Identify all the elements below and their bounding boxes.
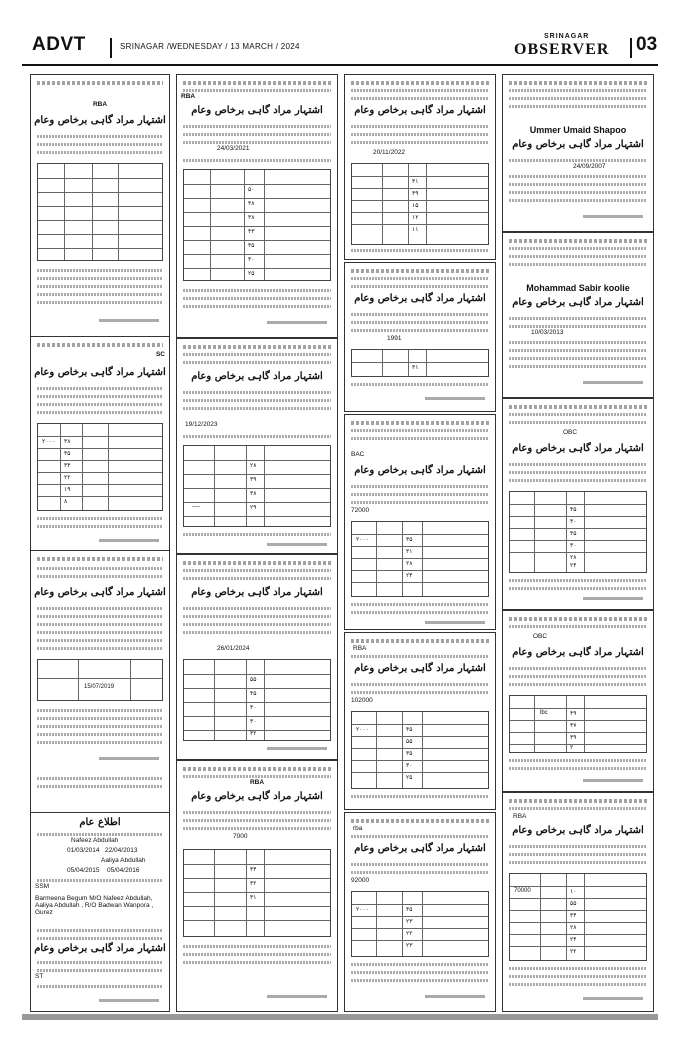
notice-table <box>351 521 489 597</box>
notice-title: اشتہار مراد گاہی برخاص وعام <box>354 293 486 304</box>
table-cell: ۲۵ <box>406 775 413 781</box>
table-cell: ۴۷ <box>570 723 577 729</box>
table-cell: ۴۵ <box>250 691 257 697</box>
table-cell: ۴۰ <box>570 519 577 525</box>
table-cell: ۵۰ <box>248 187 255 193</box>
table-cell: ۵۵ <box>406 739 413 745</box>
table-cell: ۳۵ <box>64 451 71 457</box>
notice-c2-3 <box>176 554 338 760</box>
table-cell: ۳۲ <box>250 731 257 737</box>
date-value: 24/03/2021 <box>217 145 250 152</box>
date-value: 22/04/2013 <box>105 847 138 854</box>
table-cell: ۴۵ <box>406 907 413 913</box>
notice-tag: RBA <box>92 101 108 108</box>
table-cell: ۳۰ <box>250 719 257 725</box>
notice-title: اشتہار مراد گاہی برخاص وعام <box>354 465 486 476</box>
date-value: 26/01/2024 <box>217 645 250 652</box>
table-cell: ۳۱ <box>412 179 419 185</box>
table-cell: ---- <box>192 504 200 510</box>
notice-table <box>351 891 489 957</box>
table-cell: ۳۵ <box>406 537 413 543</box>
table-cell: ۱۵ <box>412 203 419 209</box>
table-cell: ۲۵ <box>248 271 255 277</box>
dateline: SRINAGAR /WEDNESDAY / 13 MARCH / 2024 <box>120 42 300 51</box>
table-cell: ۳۵ <box>406 751 413 757</box>
section-label: ADVT <box>32 34 86 55</box>
table-cell: ۲۰۰۰ <box>356 907 369 913</box>
masthead-divider <box>110 38 112 58</box>
table-cell: ۲۸ <box>570 925 577 931</box>
table-cell: ۲۲ <box>64 475 71 481</box>
notice-table <box>183 169 331 281</box>
table-cell: ۱۱ <box>412 227 419 233</box>
table-cell: ۳۱ <box>412 365 419 371</box>
notice-title: اشتہار مراد گاہی برخاص وعام <box>191 371 323 382</box>
notice-title: اشتہار مراد گاہی برخاص وعام <box>354 843 486 854</box>
table-cell: ۳۴ <box>570 913 577 919</box>
table-cell: ۳۱ <box>250 895 257 901</box>
table-cell: ۴۸ <box>248 201 255 207</box>
person-name: Mohammad Sabir koolie <box>526 283 630 293</box>
notice-tag: SSM <box>35 883 50 890</box>
notice-title: اشتہار مراد گاہی برخاص وعام <box>512 139 644 150</box>
table-cell: ۵۵ <box>250 677 257 683</box>
table-cell: ۳۴ <box>64 463 71 469</box>
notice-title: اشتہار مراد گاہی برخاص وعام <box>34 367 166 378</box>
notice-c3-2 <box>344 262 496 412</box>
notice-title: اشتہار مراد گاہی برخاص وعام <box>191 105 323 116</box>
date-value: 24/09/2007 <box>573 163 606 170</box>
amount-value: 72000 <box>351 507 370 514</box>
notice-title: اشتہار مراد گاہی برخاص وعام <box>191 791 323 802</box>
amount-value: 92000 <box>351 877 370 884</box>
notice-title: اشتہار مراد گاہی برخاص وعام <box>191 587 323 598</box>
amount-value: 102000 <box>351 697 373 704</box>
date-value: 05/04/2015 <box>67 867 100 874</box>
table-cell: ۳۹ <box>570 735 577 741</box>
notice-tag: RBA <box>353 645 367 652</box>
table-cell: ۳۸ <box>64 439 71 445</box>
notice-header: اطلاع عام <box>79 817 121 828</box>
person-name: Ummer Umaid Shapoo <box>529 125 627 135</box>
table-cell: ۵۵ <box>570 901 577 907</box>
table-cell: ۳۹ <box>250 477 257 483</box>
table-cell: ۳۰ <box>248 257 255 263</box>
table-cell: ۲۸ <box>250 463 257 469</box>
notice-title: اشتہار مراد گاہی برخاص وعام <box>34 943 166 954</box>
notice-table <box>183 445 331 527</box>
notice-title: اشتہار مراد گاہی برخاص وعام <box>34 115 166 126</box>
table-cell: ۲۴ <box>570 563 577 569</box>
table-cell: 15/07/2019 <box>84 684 115 690</box>
notice-c4-3 <box>502 398 654 610</box>
table-cell: ۴۹ <box>570 711 577 717</box>
table-cell: ۳۸ <box>250 491 257 497</box>
masthead <box>22 32 658 66</box>
date-value: 10/03/2013 <box>531 329 564 336</box>
notice-c3-4 <box>344 632 496 810</box>
notice-address: Barmeena Begum M/O Nafeez Abdullah, Aaliya Abdullah , R/O Badwan Wanpora , Gurez <box>35 895 154 916</box>
table-cell: ۲۴ <box>406 573 413 579</box>
table-cell: ۱۲ <box>412 215 419 221</box>
notice-heading <box>37 81 163 85</box>
notice-c4-1 <box>502 74 654 232</box>
notice-tag: OBC <box>563 429 578 436</box>
person-name: Nafeez Abdullah <box>71 837 119 844</box>
table-cell: ۳۵ <box>570 531 577 537</box>
table-cell: ۲۹ <box>250 505 257 511</box>
notice-tag: BAC <box>351 451 365 458</box>
footer-rule <box>22 1014 658 1020</box>
table-cell: ۳۴ <box>250 867 257 873</box>
table-cell: ۲۳ <box>406 943 413 949</box>
table-cell: ۱۰ <box>570 889 577 895</box>
table-cell: 70000 <box>514 888 531 894</box>
notice-title: اشتہار مراد گاہی برخاص وعام <box>354 105 486 116</box>
table-cell: ۳۵ <box>248 243 255 249</box>
notice-table <box>509 873 647 961</box>
table-cell: ۳۰ <box>570 543 577 549</box>
table-cell: ۲۲ <box>570 949 577 955</box>
notice-table <box>351 711 489 789</box>
date-value: 20/11/2022 <box>373 149 406 156</box>
notice-tag: SC <box>155 351 165 358</box>
notice-table <box>351 349 489 377</box>
notice-tag: rba <box>353 825 363 832</box>
notice-c4-4 <box>502 610 654 792</box>
table-cell: ۲۸ <box>570 555 577 561</box>
notice-tag: RBA <box>249 779 265 786</box>
notice-tag: OBC <box>533 633 548 640</box>
table-cell: ۳۰ <box>406 763 413 769</box>
table-cell: ۲۰۰۰ <box>42 439 55 445</box>
date-value: 1991 <box>387 335 402 342</box>
brand-city: SRINAGAR <box>544 33 590 40</box>
table-cell: ۱۹ <box>64 487 71 493</box>
notice-tag: RBA <box>513 813 527 820</box>
notice-table <box>183 849 331 937</box>
notice-table <box>37 659 163 701</box>
notice-c1-1 <box>30 74 170 338</box>
masthead-divider <box>630 38 632 58</box>
page-number: 03 <box>636 34 658 55</box>
notice-title: اشتہار مراد گاہی برخاص وعام <box>354 663 486 674</box>
notice-title: اشتہار مراد گاہی برخاص وعام <box>512 825 644 836</box>
notice-title: اشتہار مراد گاہی برخاص وعام <box>34 587 166 598</box>
table-cell: ۸ <box>64 499 68 505</box>
notice-table <box>509 695 647 753</box>
table-cell: ۲۸ <box>406 561 413 567</box>
table-cell: ۳۱ <box>406 549 413 555</box>
notice-c2-4 <box>176 760 338 1012</box>
notice-table <box>509 491 647 573</box>
table-cell: ۲۴ <box>570 937 577 943</box>
notice-table <box>37 423 163 511</box>
notice-c4-2 <box>502 232 654 398</box>
table-cell: ۴۳ <box>248 229 255 235</box>
notice-c2-1 <box>176 74 338 338</box>
notice-c1-3 <box>30 550 170 814</box>
notice-c3-3 <box>344 414 496 630</box>
table-cell: ۳۹ <box>412 191 419 197</box>
date-value: 01/03/2014 <box>67 847 100 854</box>
notice-c1-4 <box>30 812 170 1012</box>
notice-c2-2 <box>176 338 338 554</box>
table-cell: ۲۰۰۰ <box>356 727 369 733</box>
notice-table <box>351 163 489 245</box>
notice-table <box>37 163 163 261</box>
notice-title: اشتہار مراد گاہی برخاص وعام <box>512 443 644 454</box>
table-cell: ۳۸ <box>248 215 255 221</box>
notice-title: اشتہار مراد گاہی برخاص وعام <box>512 647 644 658</box>
notice-tag: RBA <box>181 93 196 100</box>
table-cell: ۴۰ <box>250 705 257 711</box>
table-cell: ۲۳ <box>406 919 413 925</box>
table-cell: ۴۵ <box>406 727 413 733</box>
table-cell: ۳۲ <box>250 881 257 887</box>
table-cell: ۲ <box>570 745 574 751</box>
table-cell: ۲۲ <box>406 931 413 937</box>
table-cell: ۴۵ <box>570 507 577 513</box>
notice-c3-5 <box>344 812 496 1012</box>
notice-c4-5 <box>502 792 654 1012</box>
table-cell: lbc <box>540 710 548 716</box>
brand-logo: OBSERVER <box>514 41 610 58</box>
notice-tag: ST <box>35 973 44 980</box>
date-value: 19/12/2023 <box>185 421 218 428</box>
person-name: Aaliya Abdullah <box>101 857 146 864</box>
notice-c1-2 <box>30 336 170 552</box>
amount-value: 7000 <box>233 833 248 840</box>
table-cell: ۲۰۰۰ <box>356 537 369 543</box>
notice-table <box>183 659 331 741</box>
notice-title: اشتہار مراد گاہی برخاص وعام <box>512 297 644 308</box>
notice-c3-1 <box>344 74 496 260</box>
date-value: 05/04/2016 <box>107 867 140 874</box>
